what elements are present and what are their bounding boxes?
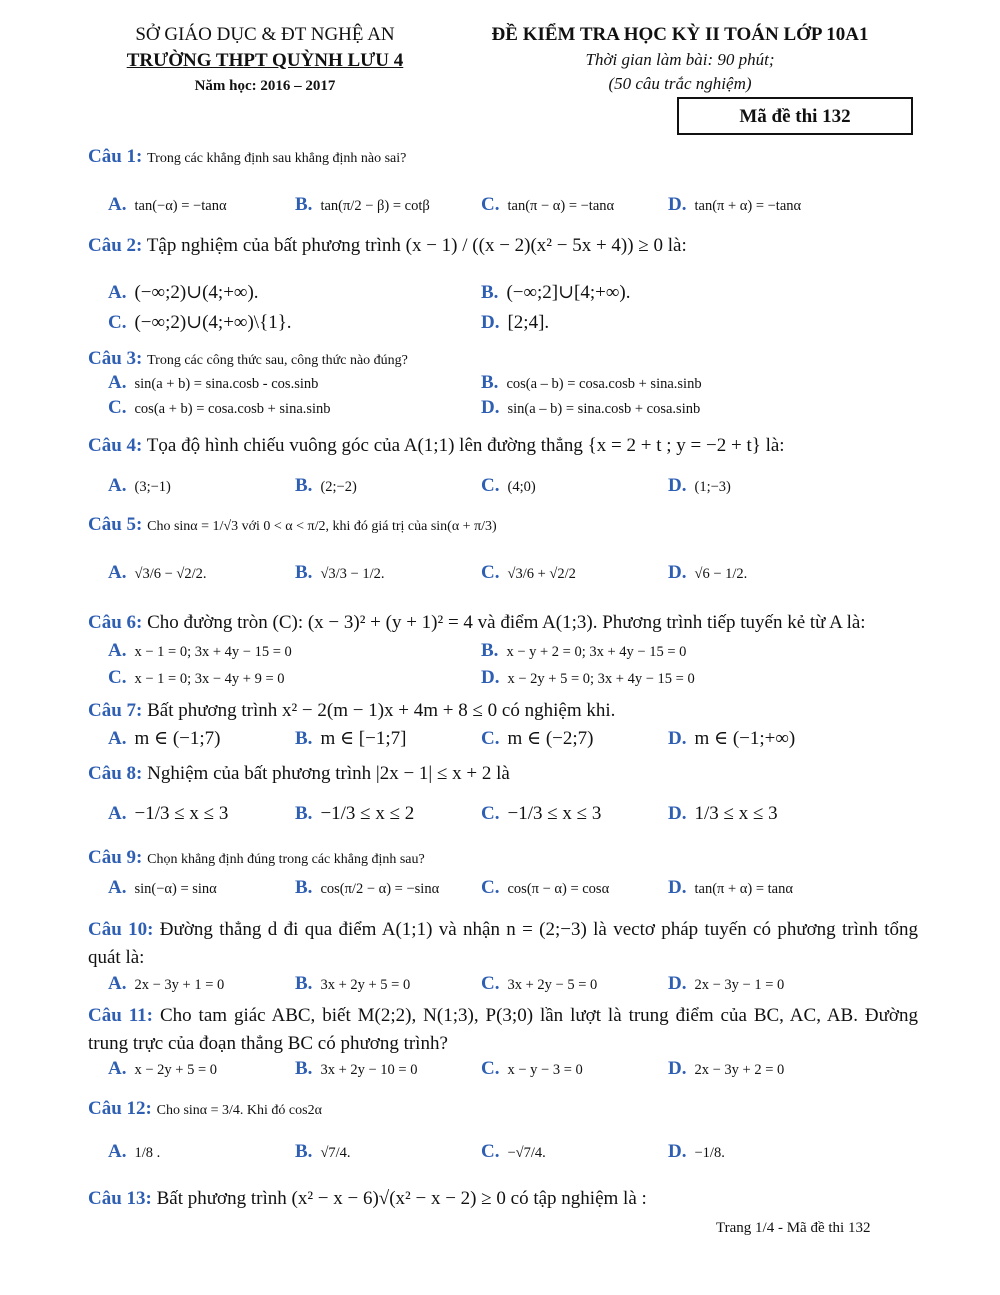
question-label: Câu 12: [88,1098,152,1119]
question-6 [88,609,918,637]
department-name: SỞ GIÁO DỤC & ĐT NGHỆ AN [135,24,395,45]
q10-option-a: A. 2x − 3y + 1 = 0 [108,973,225,994]
q5-option-d: D. √6 − 1/2. [668,562,748,583]
q5-option-b: B. √3/3 − 1/2. [295,562,385,583]
question-label: Câu 9: [88,847,143,868]
q2-option-b: B. (−∞;2]∪[4;+∞). [481,282,631,303]
question-7 [88,697,918,725]
q8-option-c: C. −1/3 ≤ x ≤ 3 [481,803,602,824]
q10-option-d: D. 2x − 3y − 1 = 0 [668,973,785,994]
question-label: Câu 4: [88,435,143,456]
question-13 [88,1185,918,1213]
q11-option-c: C. x − y − 3 = 0 [481,1058,583,1079]
q9-option-c: C. cos(π − α) = cosα [481,877,610,898]
q11-option-a: A. x − 2y + 5 = 0 [108,1058,218,1079]
question-label: Câu 8: [88,763,143,784]
question-10 [88,916,918,972]
question-5 [88,511,918,541]
school-header [100,22,430,98]
q4-option-d: D. (1;−3) [668,475,731,496]
q2-option-d: D. [2;4]. [481,312,550,333]
q7-option-c: C. m ∈ (−2;7) [481,728,594,749]
question-text: Trong các công thức sau, công thức nào đúng? [147,353,408,368]
question-text: Cho đường tròn (C): (x − 3)² + (y + 1)² = 4 và điểm A(1;3). Phương trình tiếp tuyến kẻ từ A là: [147,612,866,633]
q4-option-a: A. (3;−1) [108,475,171,496]
q7-option-d: D. m ∈ (−1;+∞) [668,728,796,749]
q11-option-d: D. 2x − 3y + 2 = 0 [668,1058,785,1079]
question-2 [88,232,918,260]
question-text: Bất phương trình (x² − x − 6)√(x² − x − 2) ≥ 0 có tập nghiệm là : [156,1188,647,1209]
question-4 [88,432,918,460]
question-label: Câu 11: [88,1005,153,1026]
q6-option-c: C. x − 1 = 0; 3x − 4y + 9 = 0 [108,667,285,688]
q1-option-a: A. tan(−α) = −tanα [108,194,227,215]
question-text: Cho sinα = 1/√3 với 0 < α < π/2, khi đó giá trị của sin(α + π/3) [147,519,497,534]
school-name: TRƯỜNG THPT QUỲNH LƯU 4 [126,50,404,71]
q8-option-d: D. 1/3 ≤ x ≤ 3 [668,803,778,824]
q11-option-b: B. 3x + 2y − 10 = 0 [295,1058,418,1079]
q2-option-a: A. (−∞;2)∪(4;+∞). [108,282,259,303]
q1-option-b: B. tan(π/2 − β) = cotβ [295,194,430,215]
q10-option-b: B. 3x + 2y + 5 = 0 [295,973,411,994]
q9-option-a: A. sin(−α) = sinα [108,877,217,898]
q6-option-a: A. x − 1 = 0; 3x + 4y − 15 = 0 [108,640,292,661]
question-text: Bất phương trình x² − 2(m − 1)x + 4m + 8 ≤ 0 có nghiệm khi. [147,700,616,721]
q5-option-a: A. √3/6 − √2/2. [108,562,207,583]
question-label: Câu 1: [88,146,143,167]
q4-option-c: C. (4;0) [481,475,536,496]
q3-option-b: B. cos(a – b) = cosa.cosb + sina.sinb [481,372,702,393]
question-8 [88,760,918,788]
q6-option-d: D. x − 2y + 5 = 0; 3x + 4y − 15 = 0 [481,667,695,688]
question-12 [88,1095,918,1125]
q8-option-a: A. −1/3 ≤ x ≤ 3 [108,803,229,824]
q8-option-b: B. −1/3 ≤ x ≤ 2 [295,803,415,824]
q12-option-c: C. −√7/4. [481,1141,546,1162]
q6-option-b: B. x − y + 2 = 0; 3x + 4y − 15 = 0 [481,640,687,661]
question-1 [88,143,918,173]
exam-header [455,22,905,96]
q3-option-a: A. sin(a + b) = sina.cosb - cos.sinb [108,372,319,393]
question-text: Cho sinα = 3/4. Khi đó cos2α [156,1103,322,1118]
q1-option-c: C. tan(π − α) = −tanα [481,194,615,215]
q1-option-d: D. tan(π + α) = −tanα [668,194,802,215]
q12-option-d: D. −1/8. [668,1141,725,1162]
q10-option-c: C. 3x + 2y − 5 = 0 [481,973,598,994]
question-text: Đường thẳng d đi qua điểm A(1;1) và nhận n = (2;−3) là vectơ pháp tuyến có phương trình tổng quát là: [88,919,918,968]
page-footer: Trang 1/4 - Mã đề thi 132 [716,1220,871,1236]
question-label: Câu 7: [88,700,143,721]
question-text: Trong các khẳng định sau khẳng định nào sai? [147,151,407,166]
question-text: Cho tam giác ABC, biết M(2;2), N(1;3), P(3;0) lần lượt là trung điểm của BC, AC, AB. Đường trung trực của đoạn thẳng BC có phương trình? [88,1005,918,1054]
q2-option-c: C. (−∞;2)∪(4;+∞)\{1}. [108,312,292,333]
question-label: Câu 2: [88,235,143,256]
question-label: Câu 13: [88,1188,152,1209]
school-year: Năm học: 2016 – 2017 [194,78,336,94]
q9-option-b: B. cos(π/2 − α) = −sinα [295,877,440,898]
q9-option-d: D. tan(π + α) = tanα [668,877,793,898]
exam-code-box: Mã đề thi 132 [677,97,913,135]
question-text: Tọa độ hình chiếu vuông góc của A(1;1) lên đường thẳng {x = 2 + t ; y = −2 + t} là: [146,435,785,456]
question-count: (50 câu trắc nghiệm) [608,74,752,93]
question-text: Nghiệm của bất phương trình |2x − 1| ≤ x + 2 là [147,763,510,784]
question-label: Câu 3: [88,348,143,369]
question-text: Chọn khẳng định đúng trong các khẳng định sau? [147,852,425,867]
exam-title: ĐỀ KIỂM TRA HỌC KỲ II TOÁN LỚP 10A1 [491,24,869,45]
question-label: Câu 5: [88,514,143,535]
question-9 [88,844,918,874]
q5-option-c: C. √3/6 + √2/2 [481,562,576,583]
q3-option-c: C. cos(a + b) = cosa.cosb + sina.sinb [108,397,331,418]
q12-option-a: A. 1/8 . [108,1141,161,1162]
question-11 [88,1002,918,1058]
question-label: Câu 10: [88,919,154,940]
q3-option-d: D. sin(a – b) = sina.cosb + cosa.sinb [481,397,701,418]
q7-option-b: B. m ∈ [−1;7] [295,728,407,749]
q7-option-a: A. m ∈ (−1;7) [108,728,221,749]
exam-time: Thời gian làm bài: 90 phút; [585,50,775,69]
question-text: Tập nghiệm của bất phương trình (x − 1) / ((x − 2)(x² − 5x + 4)) ≥ 0 là: [146,235,687,256]
q12-option-b: B. √7/4. [295,1141,351,1162]
question-label: Câu 6: [88,612,143,633]
q4-option-b: B. (2;−2) [295,475,357,496]
